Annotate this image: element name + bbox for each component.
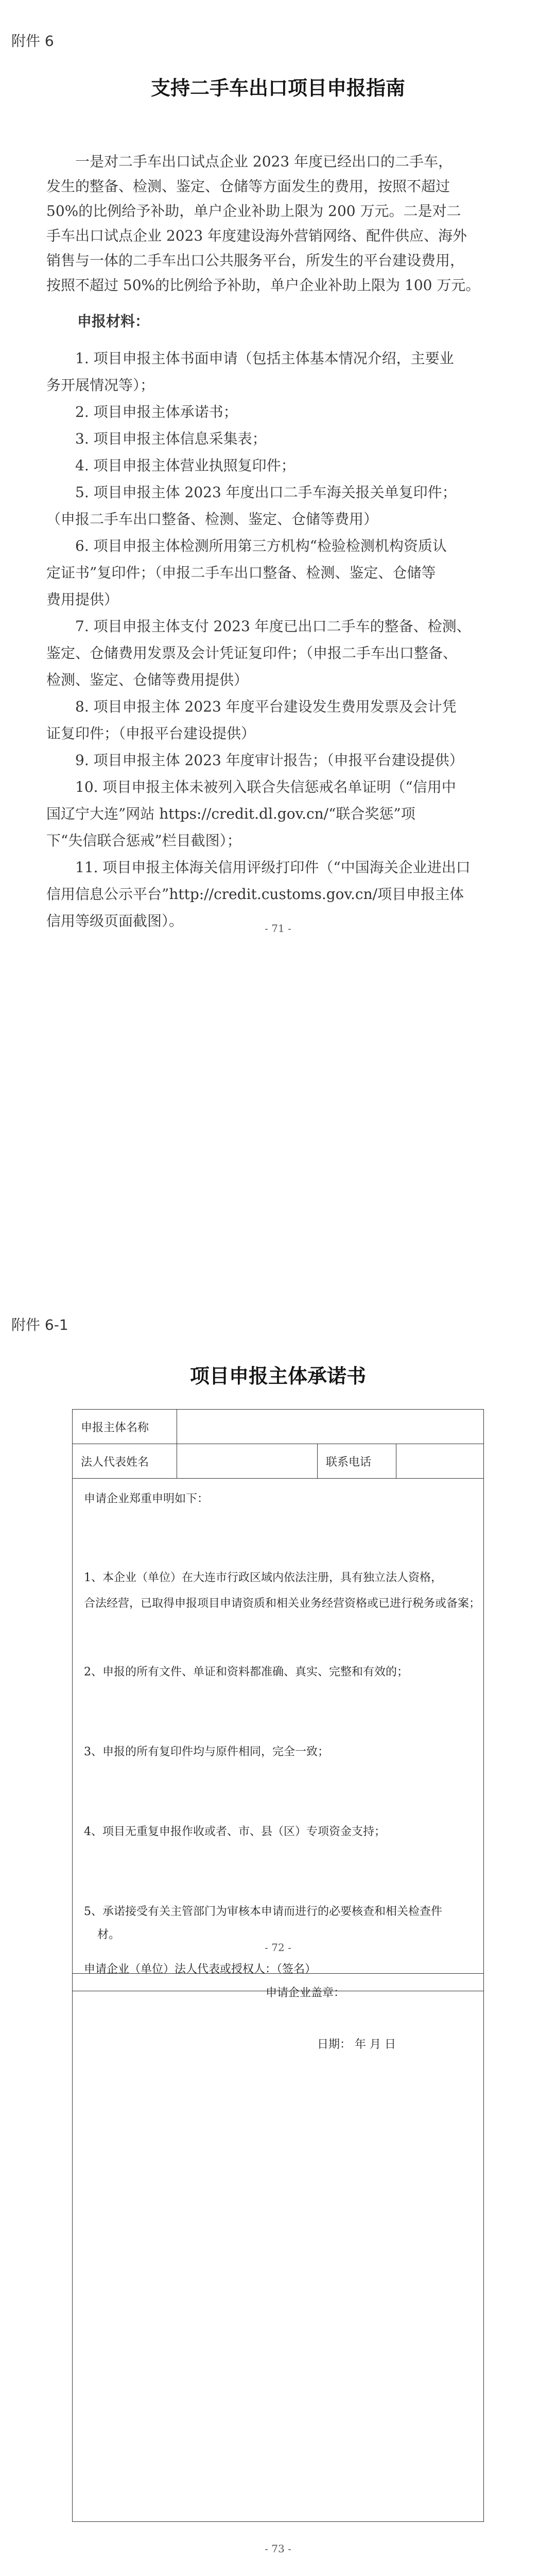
commitment-intro: 申请企业郑重申明如下： (84, 1493, 209, 1505)
material-line: 检测、鉴定、仓储等费用提供） (46, 671, 249, 688)
intro-line: 手车出口试点企业 2023 年度建设海外营销网络、配件供应、海外 (46, 227, 467, 244)
commitment-item-2: 2、申报的所有文件、单证和资料都准确、真实、完整和有效的； (84, 1666, 408, 1679)
commitment-item-3: 3、申报的所有复印件均与原件相同，完全一致； (84, 1745, 329, 1758)
material-line: 定证书”复印件；（申报二手车出口整备、检测、鉴定、仓储等 (46, 564, 436, 581)
material-line: 下“失信联合惩戒”栏目截图）； (46, 832, 241, 849)
material-line: 国辽宁大连”网站 https://credit.dl.gov.cn/“联合奖惩”项 (46, 805, 415, 822)
intro-line: 按照不超过 50%的比例给予补助，单户企业补助上限为 100 万元。 (46, 277, 480, 294)
material-line: 7. 项目申报主体支付 2023 年度已出口二手车的整备、检测、 (75, 618, 471, 635)
material-line: （申报二手车出口整备、检测、鉴定、仓储等费用） (46, 511, 378, 528)
commitment-form (72, 1409, 484, 1991)
material-line: 9. 项目申报主体 2023 年度审计报告；（申报平台建设提供） (75, 752, 464, 769)
material-line: 4. 项目申报主体营业执照复印件； (75, 457, 296, 474)
material-line: 务开展情况等）； (46, 377, 155, 394)
material-line: 证复印件；（申报平台建设提供） (46, 725, 256, 742)
seal-box (72, 1973, 484, 2522)
page1-annex-label: 附件 6 (11, 32, 54, 49)
page2-number: - 72 - (265, 1941, 291, 1954)
commitment-header-table (72, 1409, 484, 1479)
legal-rep-label: 法人代表姓名 (73, 1444, 177, 1479)
seal-date: 日期： 年 月 日 (317, 2038, 396, 2051)
material-line: 8. 项目申报主体 2023 年度平台建设发生费用发票及会计凭 (75, 698, 457, 715)
intro-line: 发生的整备、检测、鉴定、仓储等方面发生的费用，按照不超过 (46, 178, 450, 195)
material-line: 6. 项目申报主体检测所用第三方机构“检验检测机构资质认 (75, 537, 447, 554)
materials-list (46, 345, 510, 935)
commitment-item-1b: 合法经营，已取得申报项目申请资质和相关业务经营资格或已进行税务或备案； (84, 1597, 481, 1610)
legal-rep-field[interactable] (177, 1444, 318, 1479)
entity-name-label: 申报主体名称 (73, 1410, 177, 1444)
material-line: 鉴定、仓储费用发票及会计凭证复印件；（申报二手车出口整备、 (46, 645, 458, 662)
page2-title: 项目申报主体承诺书 (189, 1365, 366, 1387)
intro-line: 一是对二手车出口试点企业 2023 年度已经出口的二手车， (75, 153, 453, 170)
page3-number: - 73 - (265, 2543, 291, 2555)
material-line: 11. 项目申报主体海关信用评级打印件（“中国海关企业进出口 (75, 859, 471, 876)
material-line: 1. 项目申报主体书面申请（包括主体基本情况介绍，主要业 (75, 350, 454, 367)
materials-heading: 申报材料： (77, 313, 150, 330)
page1-intro (46, 149, 510, 298)
material-line: 5. 项目申报主体 2023 年度出口二手车海关报关单复印件； (75, 484, 457, 501)
material-line: 2. 项目申报主体承诺书； (75, 403, 238, 420)
entity-name-field[interactable] (177, 1410, 484, 1444)
material-line: 信用信息公示平台”http://credit.customs.gov.cn/项目申报主体 (46, 886, 464, 903)
commitment-item-5b: 材。 (97, 1928, 120, 1941)
contact-phone-label: 联系电话 (318, 1444, 396, 1479)
page2-annex-label: 附件 6-1 (11, 1316, 68, 1333)
commitment-item-4: 4、项目无重复申报作收或者、市、县（区）专项资金支持； (84, 1825, 386, 1838)
material-line: 3. 项目申报主体信息采集表； (75, 430, 267, 447)
material-line: 费用提供） (46, 591, 119, 608)
material-line: 信用等级页面截图）。 (46, 912, 184, 929)
commitment-signature: 申请企业（单位）法人代表或授权人：（签名） (84, 1963, 317, 1976)
intro-line: 销售与一体的二手车出口公共服务平台，所发生的平台建设费用， (46, 252, 465, 269)
contact-phone-field[interactable] (396, 1444, 484, 1479)
commitment-body (72, 1479, 484, 1991)
page1-number: - 71 - (265, 922, 291, 935)
page1-title: 支持二手车出口项目申报指南 (150, 77, 405, 99)
seal-label: 申请企业盖章： (266, 1987, 345, 1999)
material-line: 10. 项目申报主体未被列入联合失信惩戒名单证明（“信用中 (75, 778, 456, 795)
commitment-item-5a: 5、承诺接受有关主管部门为审核本申请而进行的必要核查和相关检查件 (84, 1905, 442, 1918)
commitment-item-1a: 1、本企业（单位）在大连市行政区域内依法注册，具有独立法人资格， (84, 1571, 442, 1584)
intro-line: 50%的比例给予补助，单户企业补助上限为 200 万元。二是对二 (46, 202, 461, 219)
